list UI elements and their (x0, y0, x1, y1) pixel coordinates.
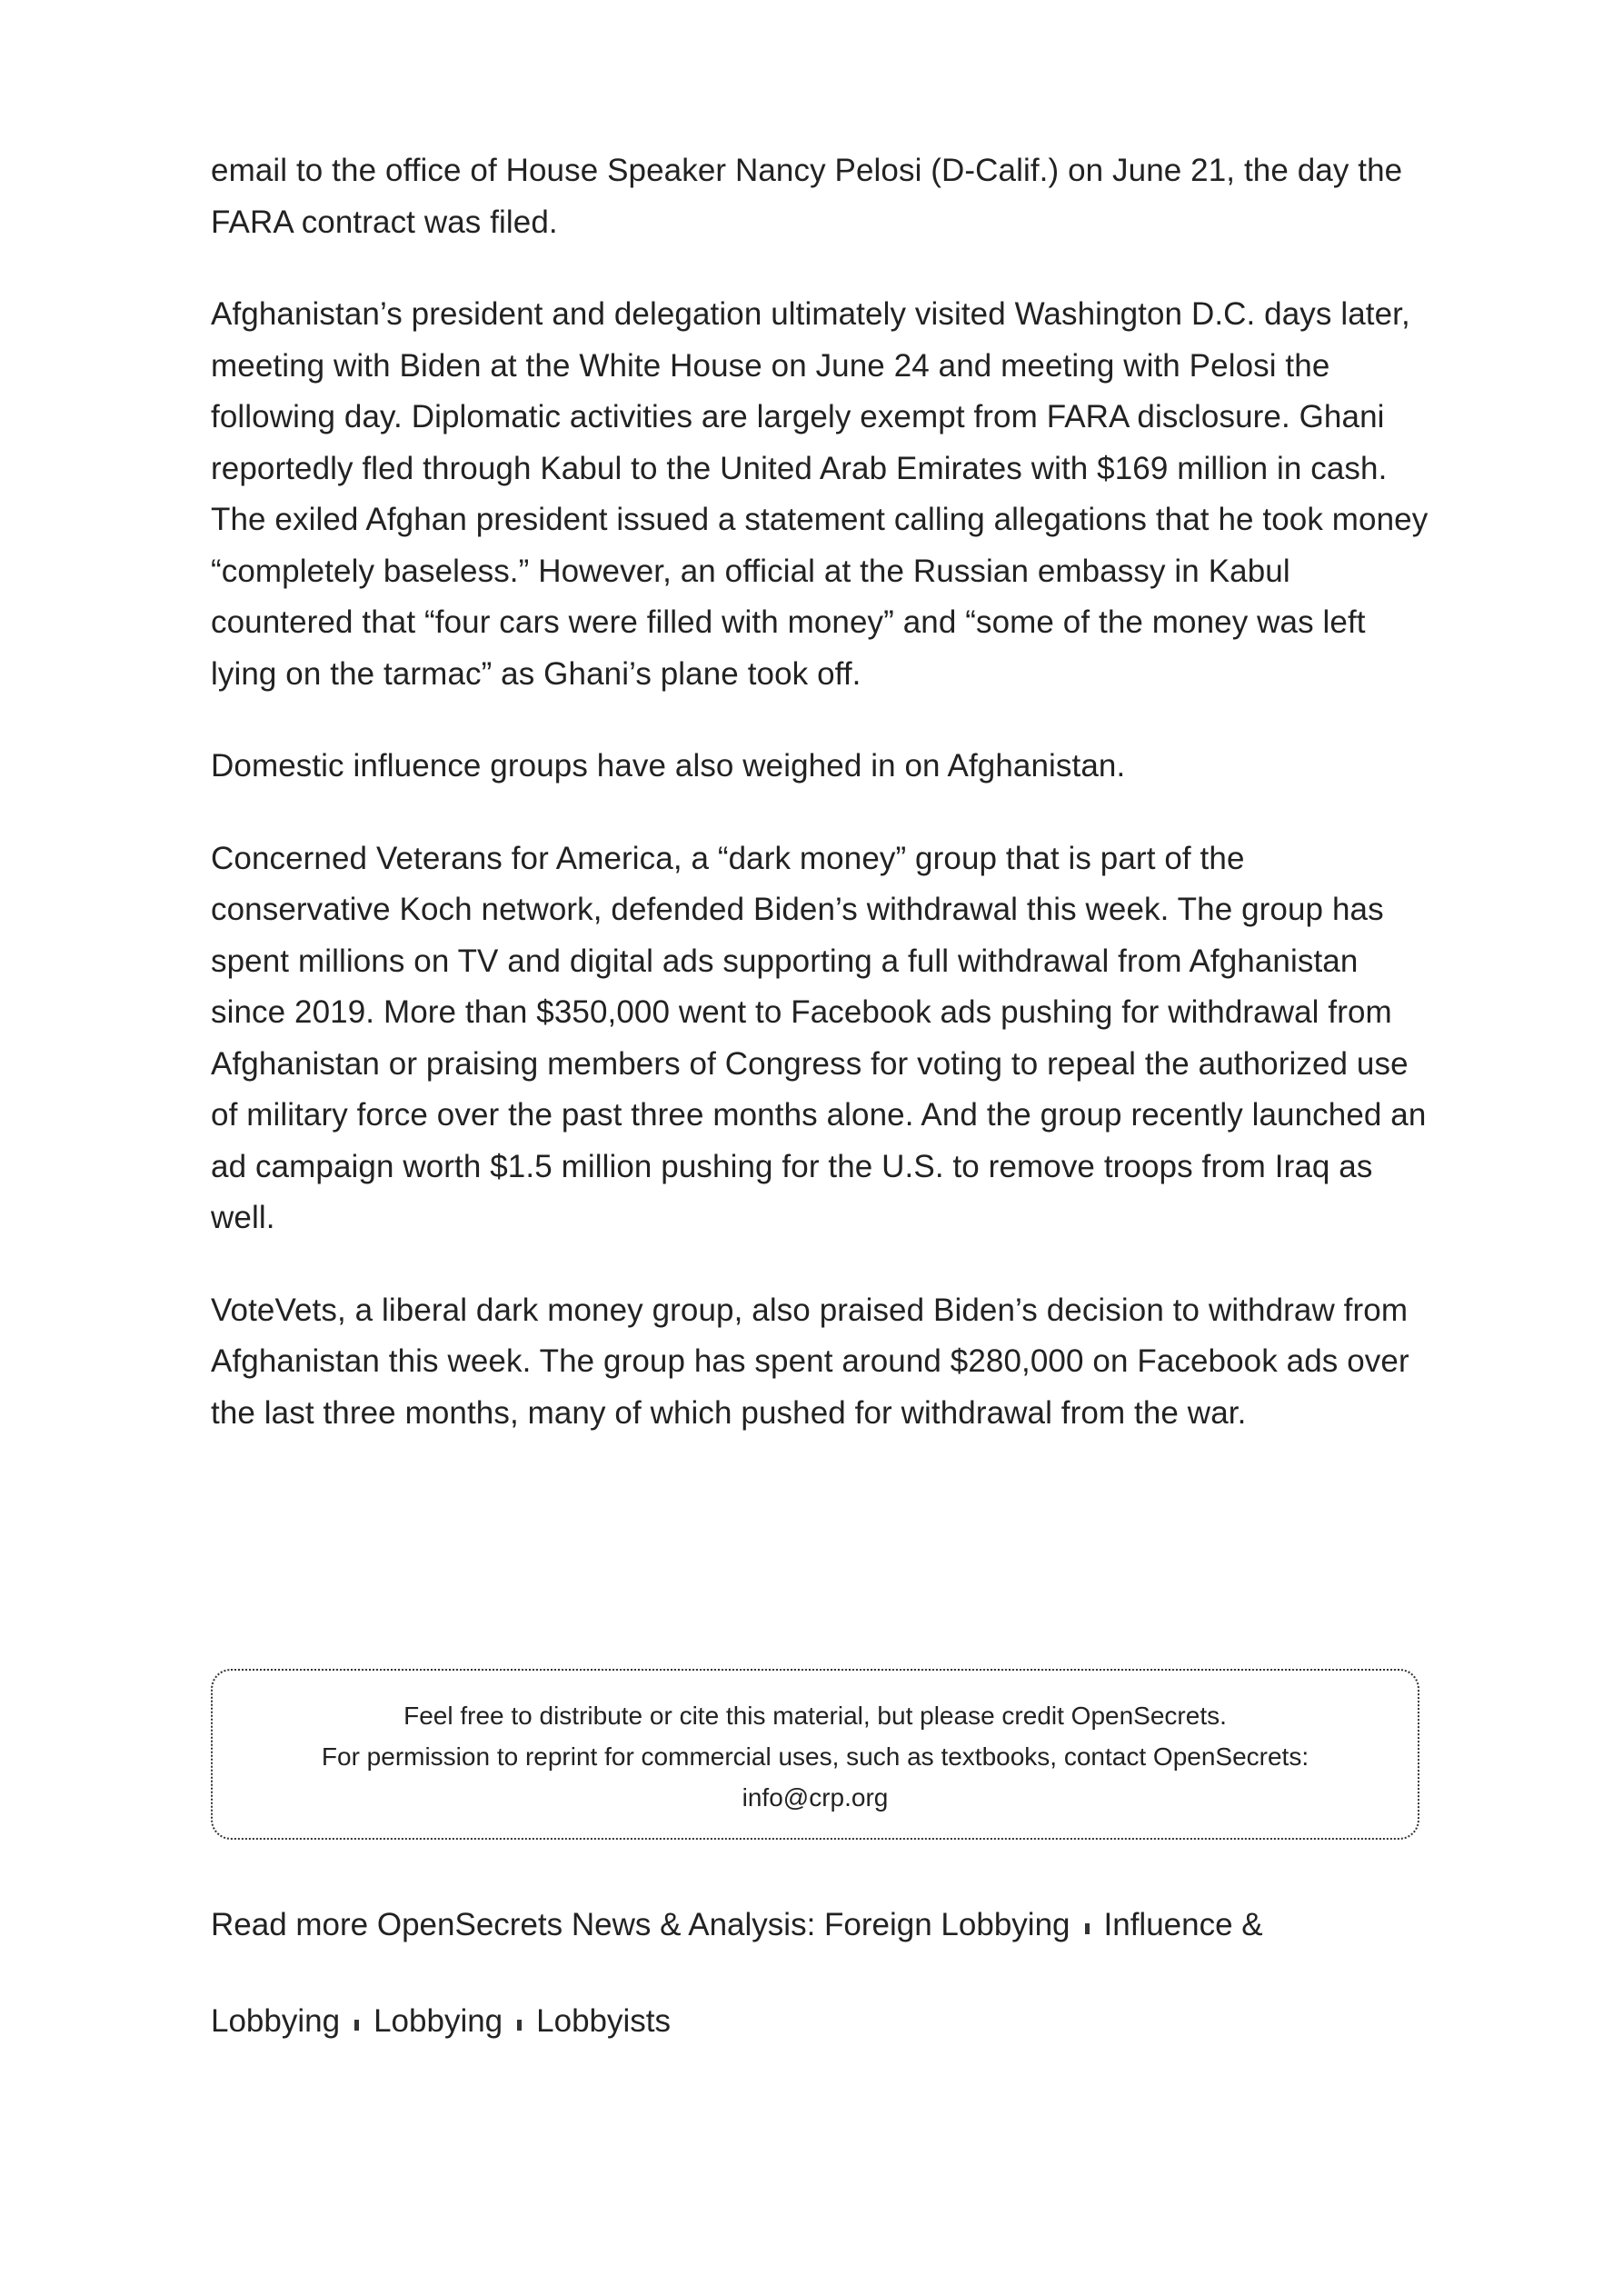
paragraph-4: Concerned Veterans for America, a “dark money” group that is part of the conservative Koch network, defended Biden’s withdrawal this week. The group has spent millions on TV and digital ads supporting a full withdrawal from Afghanistan since 2019. More than $350,000 went to Facebook ads pushing for withdrawal from Afghanistan or praising members of Congress for voting to repeal the authorized use of military force over the past three months alone. And the group recently launched an ad campaign worth $1.5 million pushing for the U.S. to remove troops from Iraq as well. (211, 840, 1427, 1235)
paragraph-3: Domestic influence groups have also weighed in on Afghanistan. (211, 748, 1126, 784)
read-more-line-2 (211, 1996, 1429, 2047)
read-more-section (211, 1900, 1429, 2047)
notice-line-1: Feel free to distribute or cite this material, but please credit OpenSecrets. (403, 1702, 1227, 1730)
paragraph-5: VoteVets, a liberal dark money group, also praised Biden’s decision to withdraw from Afghanistan this week. The group has spent around $280,000 on Facebook ads over the last three months, many of which pushed for withdrawal from the war. (211, 1292, 1409, 1431)
article-body (211, 145, 1429, 1439)
link-influence-lobbying-part2[interactable]: Lobbying (211, 2003, 341, 2039)
separator-icon (1085, 1923, 1090, 1934)
paragraph-2: Afghanistan’s president and delegation ultimately visited Washington D.C. days later, meeting with Biden at the White House on June 24 and meeting with Pelosi the following day. Diplomatic activities are largely exempt from FARA disclosure. Ghani reportedly fled through Kabul to the United Arab Emirates with $169 million in cash. The exiled Afghan president issued a statement calling allegations that he took money “completely baseless.” However, an official at the Russian embassy in Kabul countered that “four cars were filled with money” and “some of the money was left lying on the tarmac” as Ghani’s plane took off. (211, 296, 1429, 692)
link-lobbying[interactable]: Lobbying (373, 2003, 503, 2039)
link-lobbyists[interactable]: Lobbyists (536, 2003, 672, 2039)
separator-icon (517, 2020, 522, 2031)
reprint-notice-box (211, 1669, 1419, 1840)
separator-icon (354, 2020, 359, 2031)
read-more-prefix: Read more OpenSecrets News & Analysis: (211, 1907, 816, 1942)
notice-email[interactable]: info@crp.org (742, 1783, 889, 1812)
paragraph-1: email to the office of House Speaker Nancy Pelosi (D-Calif.) on June 21, the day the FARA contract was filed. (211, 153, 1403, 240)
link-foreign-lobbying[interactable]: Foreign Lobbying (824, 1907, 1070, 1942)
link-influence-lobbying-part1[interactable]: Influence & (1103, 1907, 1263, 1942)
read-more-line-1 (211, 1900, 1429, 1951)
notice-line-2: For permission to reprint for commercial uses, such as textbooks, contact OpenSecrets: (321, 1742, 1309, 1771)
